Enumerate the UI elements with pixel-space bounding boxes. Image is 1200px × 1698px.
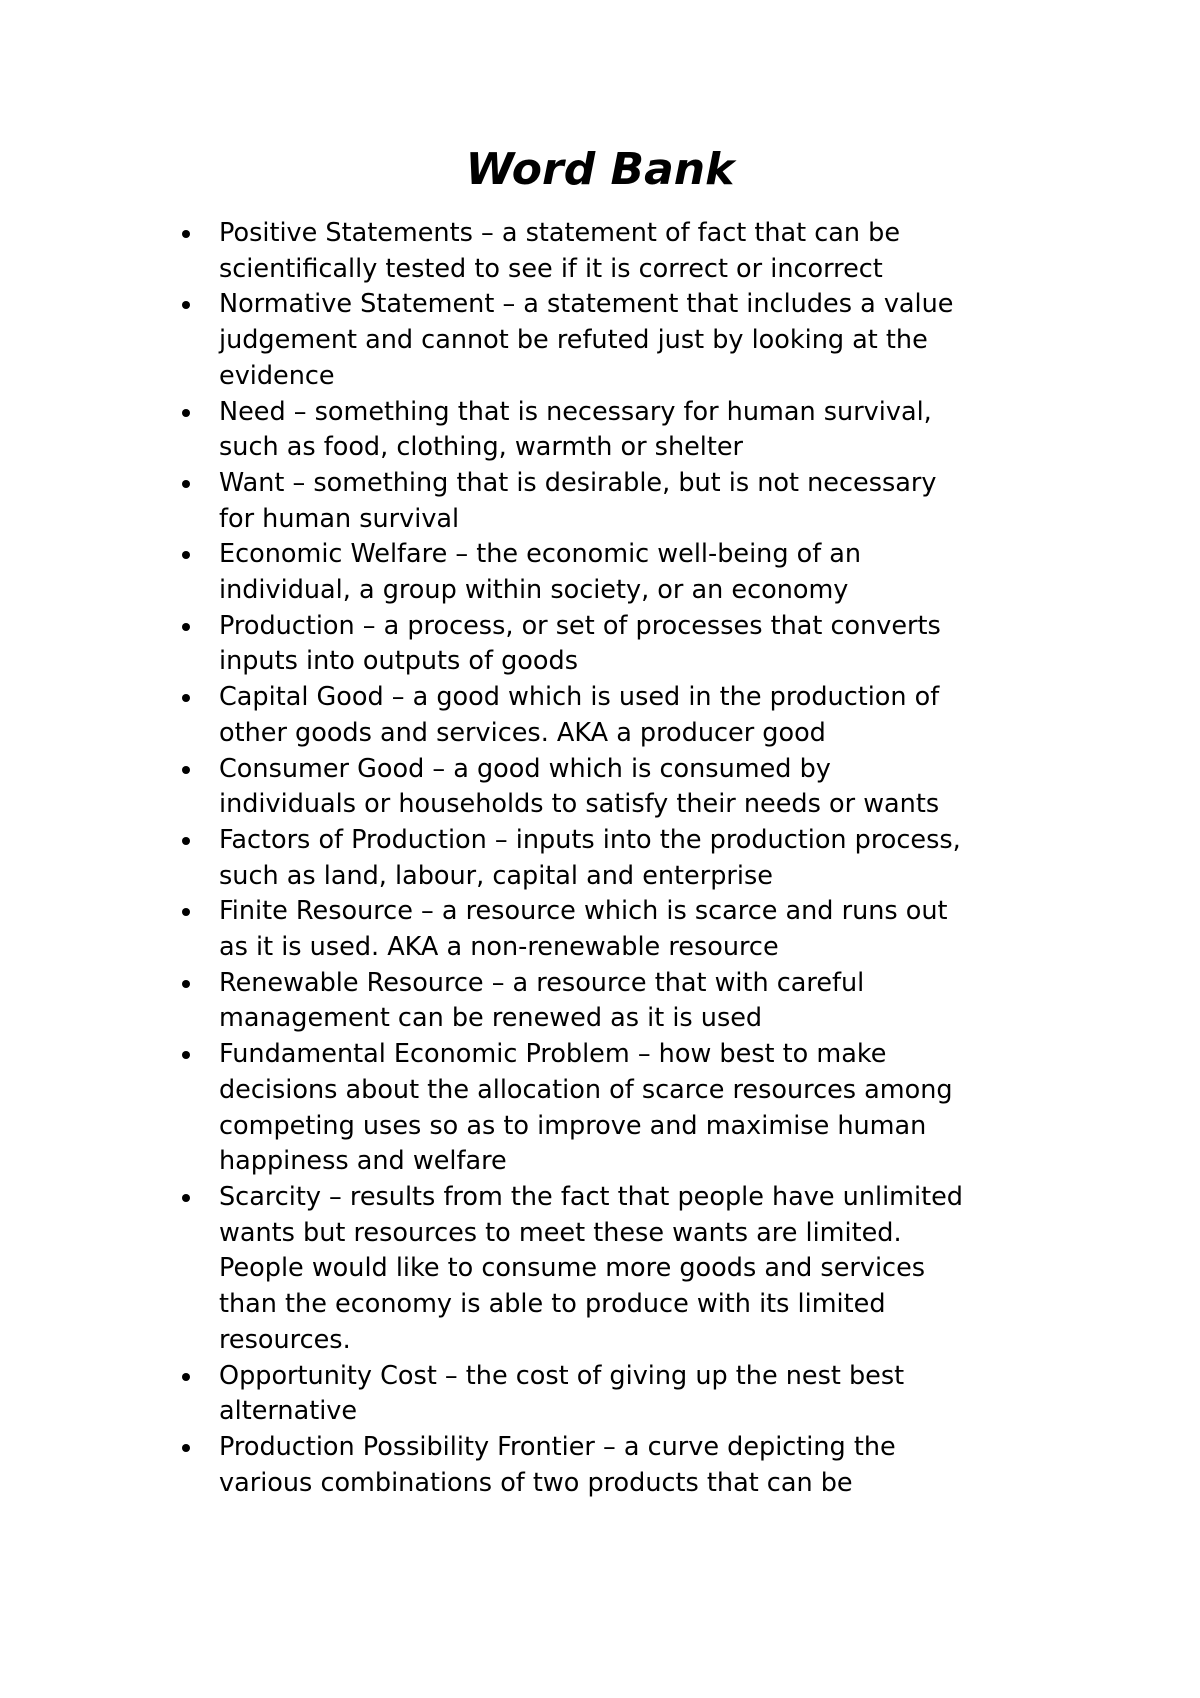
term-line: Economic Welfare – the economic well-being of an bbox=[219, 539, 862, 570]
term-line: Factors of Production – inputs into the production process, bbox=[219, 824, 961, 855]
term-line: Want – something that is desirable, but is not necessary bbox=[219, 467, 937, 498]
list-item bbox=[219, 966, 1079, 1037]
list-item bbox=[219, 287, 1079, 394]
list-item bbox=[219, 894, 1079, 965]
bullet-icon bbox=[182, 1051, 190, 1059]
bullet-icon bbox=[182, 230, 190, 238]
term-line: Need – something that is necessary for human survival, bbox=[219, 396, 932, 427]
bullet-icon bbox=[182, 409, 190, 417]
term-line: Fundamental Economic Problem – how best to make bbox=[219, 1039, 887, 1070]
bullet-icon bbox=[182, 1373, 190, 1381]
term-line: than the economy is able to produce with its limited bbox=[219, 1289, 886, 1320]
bullet-icon bbox=[182, 980, 190, 988]
term-line: resources. bbox=[219, 1324, 351, 1355]
term-line: judgement and cannot be refuted just by looking at the bbox=[219, 325, 928, 356]
term-line: alternative bbox=[219, 1396, 358, 1427]
term-line: inputs into outputs of goods bbox=[219, 646, 578, 677]
term-line: for human survival bbox=[219, 503, 460, 534]
list-item bbox=[219, 1037, 1079, 1180]
list-item bbox=[219, 1359, 1079, 1430]
bullet-icon bbox=[182, 694, 190, 702]
term-line: other goods and services. AKA a producer good bbox=[219, 717, 826, 748]
term-line: scientifically tested to see if it is correct or incorrect bbox=[219, 253, 883, 284]
bullet-icon bbox=[182, 908, 190, 916]
list-item bbox=[219, 1430, 1079, 1501]
list-item bbox=[219, 466, 1079, 537]
term-line: Production – a process, or set of processes that converts bbox=[219, 610, 941, 641]
term-line: individuals or households to satisfy their needs or wants bbox=[219, 789, 940, 820]
page-title: Word Bank bbox=[465, 144, 735, 195]
term-line: individual, a group within society, or an economy bbox=[219, 575, 849, 606]
bullet-icon bbox=[182, 623, 190, 631]
term-line: Production Possibility Frontier – a curve depicting the bbox=[219, 1431, 896, 1462]
term-line: decisions about the allocation of scarce resources among bbox=[219, 1074, 953, 1105]
term-line: such as land, labour, capital and enterprise bbox=[219, 860, 773, 891]
bullet-icon bbox=[182, 837, 190, 845]
term-line: Positive Statements – a statement of fact that can be bbox=[219, 218, 901, 248]
word-bank-list bbox=[219, 216, 1079, 1501]
term-line: Finite Resource – a resource which is scarce and runs out bbox=[219, 896, 948, 927]
bullet-icon bbox=[182, 1444, 190, 1452]
term-line: Renewable Resource – a resource that with careful bbox=[219, 967, 865, 998]
term-line: competing uses so as to improve and maximise human bbox=[219, 1110, 927, 1141]
term-line: happiness and welfare bbox=[219, 1146, 507, 1177]
list-item bbox=[219, 680, 1079, 751]
term-line: various combinations of two products that can be bbox=[219, 1467, 853, 1498]
term-line: Capital Good – a good which is used in the production of bbox=[219, 682, 940, 713]
list-item bbox=[219, 609, 1079, 680]
list-item bbox=[219, 823, 1079, 894]
bullet-icon bbox=[182, 551, 190, 559]
term-line: Consumer Good – a good which is consumed by bbox=[219, 753, 831, 784]
list-item bbox=[219, 1180, 1079, 1359]
bullet-icon bbox=[182, 301, 190, 309]
list-item bbox=[219, 537, 1079, 608]
term-line: People would like to consume more goods and services bbox=[219, 1253, 926, 1284]
term-line: management can be renewed as it is used bbox=[219, 1003, 763, 1034]
term-line: evidence bbox=[219, 360, 335, 391]
list-item bbox=[219, 216, 1079, 287]
bullet-icon bbox=[182, 480, 190, 488]
term-line: Normative Statement – a statement that includes a value bbox=[219, 289, 954, 320]
term-line: Opportunity Cost – the cost of giving up the nest best bbox=[219, 1360, 905, 1391]
term-line: Scarcity – results from the fact that people have unlimited bbox=[219, 1181, 963, 1212]
list-item bbox=[219, 395, 1079, 466]
list-item bbox=[219, 752, 1079, 823]
bullet-icon bbox=[182, 1194, 190, 1202]
term-line: such as food, clothing, warmth or shelter bbox=[219, 432, 744, 463]
bullet-icon bbox=[182, 766, 190, 774]
term-line: wants but resources to meet these wants are limited. bbox=[219, 1217, 902, 1248]
term-line: as it is used. AKA a non-renewable resource bbox=[219, 932, 779, 963]
